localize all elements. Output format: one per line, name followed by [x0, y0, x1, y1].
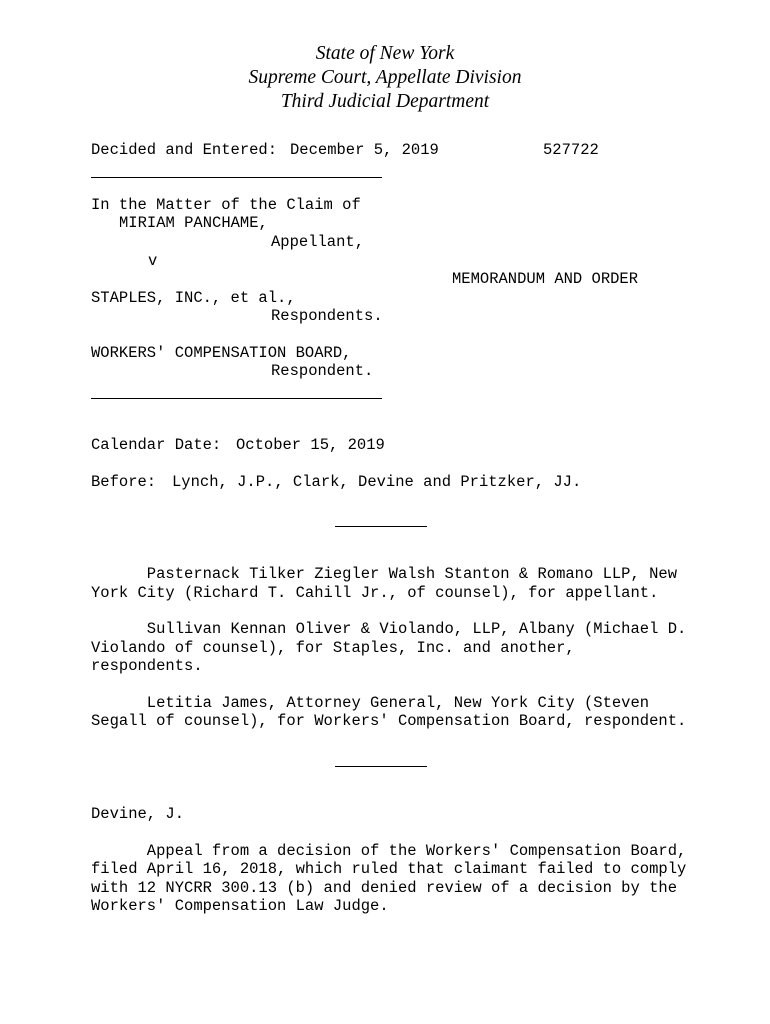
opinion-line-1: Appeal from a decision of the Workers' Compensation Board,: [91, 842, 687, 860]
calendar-label: Calendar Date:: [91, 436, 222, 454]
section-divider: [335, 766, 427, 767]
court-name-department: Third Judicial Department: [280, 91, 490, 112]
counsel-2-line-2: Violando of counsel), for Staples, Inc. and another,: [91, 639, 575, 657]
versus: v: [148, 252, 158, 270]
caption-bottom-rule: [91, 398, 382, 399]
section-divider: [335, 526, 427, 527]
caption-matter-line: In the Matter of the Claim of: [91, 196, 361, 214]
counsel-1-line-1: Pasternack Tilker Ziegler Walsh Stanton & Romano LLP, New: [91, 565, 677, 583]
claimant-name: MIRIAM PANCHAME,: [119, 214, 268, 232]
before-label: Before:: [91, 473, 157, 491]
counsel-3-line-2: Segall of counsel), for Workers' Compensation Board, respondent.: [91, 712, 687, 730]
court-name-division: Supreme Court, Appellate Division: [248, 67, 522, 88]
counsel-2-line-1: Sullivan Kennan Oliver & Violando, LLP, Albany (Michael D.: [91, 620, 687, 638]
document-type: MEMORANDUM AND ORDER: [452, 270, 639, 288]
respondent-role: Respondents.: [271, 307, 383, 325]
claimant-role: Appellant,: [271, 233, 365, 251]
respondent-name: STAPLES, INC., et al.,: [91, 289, 296, 307]
opinion-line-2: filed April 16, 2018, which ruled that claimant failed to comply: [91, 860, 687, 878]
before-judges: Lynch, J.P., Clark, Devine and Pritzker, JJ.: [172, 473, 582, 491]
counsel-2-line-3: respondents.: [91, 657, 203, 675]
calendar-date: October 15, 2019: [236, 436, 385, 454]
opinion-line-4: Workers' Compensation Law Judge.: [91, 897, 389, 915]
decided-date: December 5, 2019: [290, 141, 439, 159]
docket-number: 527722: [543, 141, 599, 159]
court-name-state: State of New York: [315, 43, 455, 64]
board-name: WORKERS' COMPENSATION BOARD,: [91, 344, 352, 362]
counsel-1-line-2: York City (Richard T. Cahill Jr., of counsel), for appellant.: [91, 584, 659, 602]
caption-top-rule: [91, 177, 382, 178]
counsel-3-line-1: Letitia James, Attorney General, New York City (Steven: [91, 694, 650, 712]
opinion-author: Devine, J.: [91, 805, 185, 823]
board-role: Respondent.: [271, 362, 374, 380]
opinion-line-3: with 12 NYCRR 300.13 (b) and denied review of a decision by the: [91, 879, 677, 897]
decided-label: Decided and Entered:: [91, 141, 278, 159]
